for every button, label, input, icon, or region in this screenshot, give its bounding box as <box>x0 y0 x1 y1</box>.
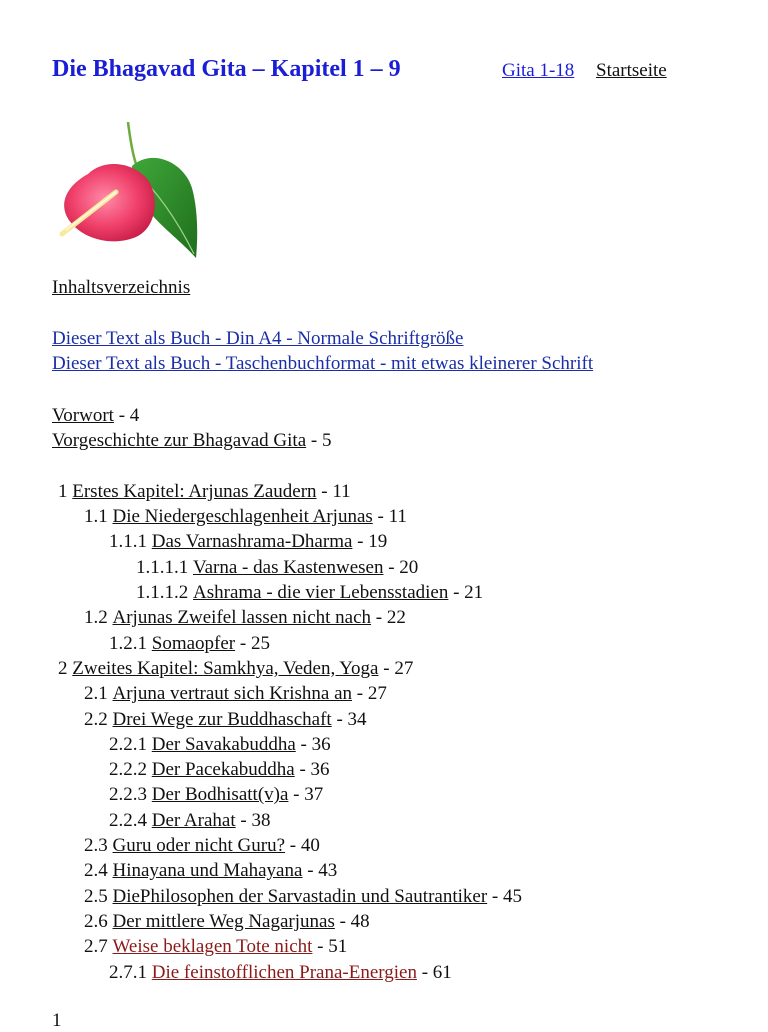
toc-link[interactable]: Hinayana und Mahayana <box>112 860 303 882</box>
toc-row <box>0 454 768 479</box>
toc-link[interactable]: Weise beklagen Tote nicht <box>112 936 313 958</box>
startseite-link[interactable]: Startseite <box>596 60 667 81</box>
toc-row <box>0 529 768 554</box>
toc-page-number: - 43 <box>302 860 338 882</box>
gita-1-18-link[interactable]: Gita 1-18 <box>502 60 575 81</box>
toc-row <box>0 782 768 807</box>
toc-page-number: - 38 <box>235 809 271 831</box>
toc-row <box>0 580 768 605</box>
toc-row <box>0 808 768 833</box>
toc-number: 2.2.2 <box>109 759 147 781</box>
toc-page-number: - 45 <box>487 885 522 907</box>
toc-link[interactable]: Die feinstofflichen Prana-Energien <box>151 961 417 983</box>
toc-link[interactable]: Arjuna vertraut sich Krishna an <box>112 683 353 705</box>
toc-row <box>0 732 768 757</box>
toc-page-number: - 5 <box>306 430 332 452</box>
toc-page-number: - 51 <box>312 936 348 958</box>
toc-row <box>0 403 768 428</box>
toc-number: 2.6 <box>84 910 108 932</box>
toc-row <box>0 960 768 985</box>
toc-page-number: - 21 <box>448 582 484 604</box>
toc-page-number: - 37 <box>288 784 324 806</box>
toc-row <box>0 656 768 681</box>
toc-link[interactable]: Zweites Kapitel: Samkhya, Veden, Yoga <box>72 657 379 679</box>
toc-link[interactable]: Guru oder nicht Guru? <box>112 835 286 857</box>
toc-number: 2.1 <box>84 683 108 705</box>
toc-link[interactable]: Ashrama - die vier Lebensstadien <box>193 582 449 604</box>
toc-page-number: - 34 <box>331 708 367 730</box>
toc-link[interactable]: Varna - das Kastenwesen <box>193 556 384 578</box>
toc-heading-link[interactable]: Inhaltsverzeichnis <box>52 277 191 298</box>
toc-link[interactable]: DiePhilosophen der Sarvastadin und Sautrantiker <box>112 885 488 907</box>
toc-row <box>0 504 768 529</box>
toc-number: 2.2.1 <box>109 733 147 755</box>
toc-row <box>0 858 768 883</box>
toc-link[interactable]: Das Varnashrama-Dharma <box>151 531 353 553</box>
toc-number: 2.2.4 <box>109 809 147 831</box>
toc-page-number: - 61 <box>416 961 452 983</box>
toc-number: 1.2.1 <box>109 632 147 654</box>
toc-page-number: - 11 <box>316 480 351 502</box>
toc-link[interactable]: Vorwort <box>52 405 114 426</box>
toc-row <box>0 934 768 959</box>
toc-row <box>0 833 768 858</box>
book-pocket-link[interactable]: Dieser Text als Buch - Taschenbuchformat - mit etwas kleinerer Schrift <box>52 353 594 374</box>
toc-page-number: - 40 <box>285 835 320 857</box>
toc-number: 1.1.1.1 <box>136 556 189 578</box>
toc-page-number: - 36 <box>295 733 331 755</box>
anthurium-flower-image <box>52 118 202 268</box>
toc-page-number: - 48 <box>334 910 370 932</box>
toc-link[interactable]: Somaopfer <box>151 632 236 654</box>
toc-number: 2.3 <box>84 835 108 857</box>
toc-row <box>0 479 768 504</box>
toc-link[interactable]: Erstes Kapitel: Arjunas Zaudern <box>72 480 317 502</box>
toc-page-number: - 20 <box>383 556 419 578</box>
toc-number: 2.5 <box>84 885 108 907</box>
book-a4-link[interactable]: Dieser Text als Buch - Din A4 - Normale Schriftgröße <box>52 328 464 349</box>
toc-page-number: - 25 <box>235 632 270 654</box>
toc-number: 2 <box>58 657 68 679</box>
toc-number: 1.1 <box>84 506 108 528</box>
table-of-contents <box>0 403 768 985</box>
toc-row <box>0 884 768 909</box>
page-number: 1 <box>52 1010 62 1031</box>
page-title: Die Bhagavad Gita – Kapitel 1 – 9 <box>52 56 401 82</box>
toc-link[interactable]: Drei Wege zur Buddhaschaft <box>112 708 332 730</box>
toc-page-number: - 27 <box>378 657 414 679</box>
toc-number: 2.7 <box>84 936 108 958</box>
toc-number: 1.1.1.2 <box>136 582 189 604</box>
toc-page-number: - 19 <box>352 531 388 553</box>
toc-number: 2.7.1 <box>109 961 147 983</box>
toc-number: 1.1.1 <box>109 531 147 553</box>
toc-link[interactable]: Der Savakabuddha <box>151 733 296 755</box>
toc-row <box>0 631 768 656</box>
toc-link[interactable]: Die Niedergeschlagenheit Arjunas <box>112 506 373 528</box>
toc-row <box>0 555 768 580</box>
toc-row <box>0 428 768 453</box>
toc-number: 2.2.3 <box>109 784 147 806</box>
toc-link[interactable]: Der Pacekabuddha <box>151 759 295 781</box>
toc-number: 1 <box>58 480 68 502</box>
toc-link[interactable]: Der Arahat <box>151 809 236 831</box>
toc-row <box>0 757 768 782</box>
toc-page-number: - 27 <box>352 683 387 705</box>
toc-row <box>0 707 768 732</box>
toc-number: 2.4 <box>84 860 108 882</box>
toc-number: 2.2 <box>84 708 108 730</box>
toc-page-number: - 22 <box>371 607 406 629</box>
toc-number: 1.2 <box>84 607 108 629</box>
toc-row <box>0 681 768 706</box>
toc-page-number: - 11 <box>372 506 407 528</box>
toc-page-number: - 4 <box>113 405 140 426</box>
toc-page-number: - 36 <box>294 759 330 781</box>
toc-link[interactable]: Vorgeschichte zur Bhagavad Gita <box>52 430 307 452</box>
toc-link[interactable]: Der mittlere Weg Nagarjunas <box>112 910 335 932</box>
toc-link[interactable]: Der Bodhisatt(v)a <box>151 784 289 806</box>
toc-row <box>0 909 768 934</box>
toc-row <box>0 605 768 630</box>
toc-link[interactable]: Arjunas Zweifel lassen nicht nach <box>112 607 372 629</box>
